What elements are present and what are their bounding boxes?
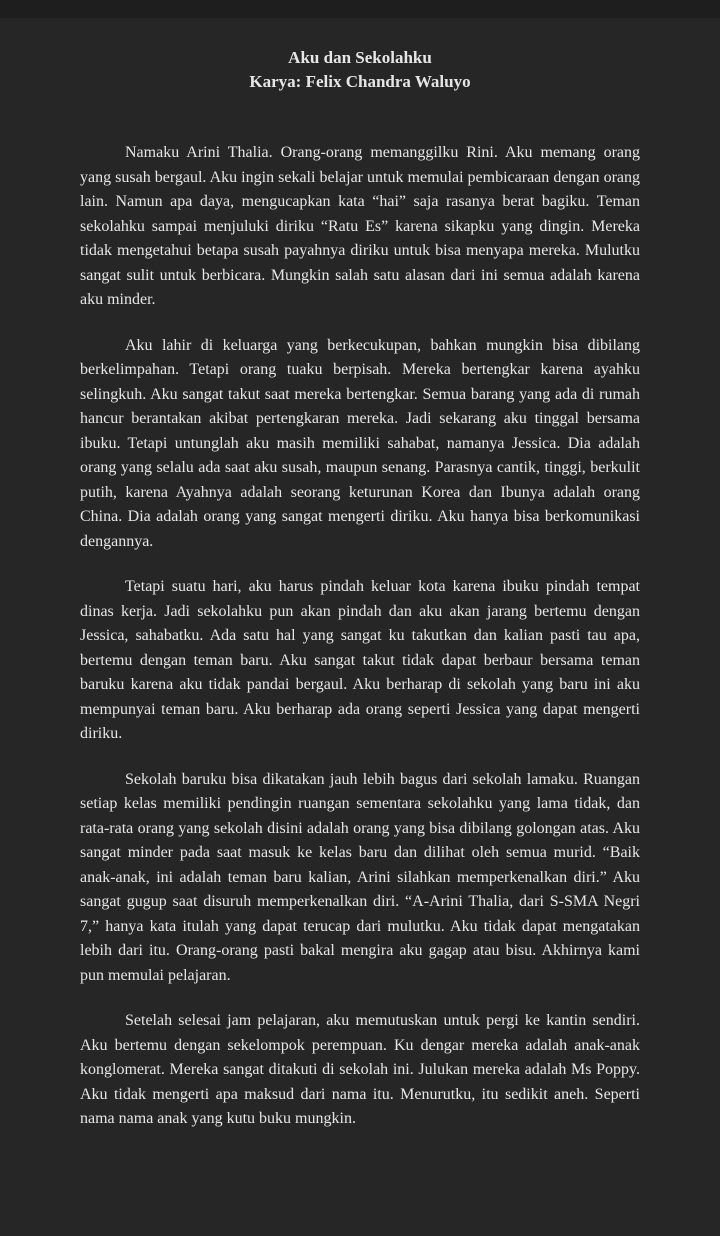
paragraph-4: Sekolah baruku bisa dikatakan jauh lebih bagus dari sekolah lamaku. Ruangan setiap kelas memiliki pendingin ruangan sementara sekolahku yang lama tidak, dan rata-rata orang yang sekolah disini adalah orang yang bisa dibilang golongan atas. Aku sangat minder pada saat masuk ke kelas baru dan dilihat oleh semua murid. “Baik anak-anak, ini adalah teman baru kalian, Arini silahkan memperkenalkan diri.” Aku sangat gugup saat disuruh memperkenalkan diri. “A-Arini Thalia, dari S-SMA Negri 7,” hanya kata itulah yang dapat terucap dari mulutku. Aku tidak dapat mengatakan lebih dari itu. Orang-orang pasti bakal mengira aku gagap atau bisu. Akhirnya kami pun memulai pelajaran. — [80, 770, 640, 984]
paragraph-3: Tetapi suatu hari, aku harus pindah keluar kota karena ibuku pindah tempat dinas kerja. Jadi sekolahku pun akan pindah dan aku akan jarang bertemu dengan Jessica, sahabatku. Ada satu hal yang sangat ku takutkan dan kalian pasti tau apa, bertemu dengan teman baru. Aku sangat takut tidak dapat berbaur bersama teman baruku karena aku tidak pandai bergaul. Aku berharap di sekolah yang baru ini aku mempunyai teman baru. Aku berharap ada orang seperti Jessica yang dapat mengerti diriku. — [80, 578, 640, 742]
paragraph-2: Aku lahir di keluarga yang berkecukupan, bahkan mungkin bisa dibilang berkelimpahan. Tetapi orang tuaku berpisah. Mereka bertengkar karena ayahku selingkuh. Aku sangat takut saat mereka bertengkar. Semua barang yang ada di rumah hancur berantakan akibat pertengkaran mereka. Jadi sekarang aku tinggal bersama ibuku. Tetapi untunglah aku masih memiliki sahabat, namanya Jessica. Dia adalah orang yang selalu ada saat aku susah, maupun senang. Parasnya cantik, tinggi, berkulit putih, karena Ayahnya adalah seorang keturunan Korea dan Ibunya adalah orang China. Dia adalah orang yang sangat mengerti diriku. Aku hanya bisa berkomunikasi dengannya. — [80, 336, 640, 550]
document-title: Aku dan Sekolahku — [288, 48, 432, 67]
document-author: Karya: Felix Chandra Waluyo — [249, 72, 471, 91]
title-block — [0, 46, 720, 94]
document-body — [80, 141, 640, 1132]
paragraph-5: Setelah selesai jam pelajaran, aku memutuskan untuk pergi ke kantin sendiri. Aku bertemu dengan sekelompok perempuan. Ku dengar mereka adalah anak-anak konglomerat. Mereka sangat ditakuti di sekolah ini. Julukan mereka adalah Ms Poppy. Aku tidak mengerti apa maksud dari nama itu. Menurutku, itu sedikit aneh. Seperti nama nama anak yang kutu buku mungkin. — [80, 1012, 640, 1127]
paragraph-1: Namaku Arini Thalia. Orang-orang memanggilku Rini. Aku memang orang yang susah bergaul. Aku ingin sekali belajar untuk memulai pembicaraan dengan orang lain. Namun apa daya, mengucapkan kata “hai” saja rasanya berat bagiku. Teman sekolahku sampai menjuluki diriku “Ratu Es” karena sikapku yang dingin. Mereka tidak mengetahui betapa susah payahnya diriku untuk bisa menyapa mereka. Mulutku sangat sulit untuk berbicara. Mungkin salah satu alasan dari ini semua adalah karena aku minder. — [80, 144, 640, 308]
document-page[interactable] — [0, 18, 720, 1236]
top-bar — [0, 0, 720, 19]
